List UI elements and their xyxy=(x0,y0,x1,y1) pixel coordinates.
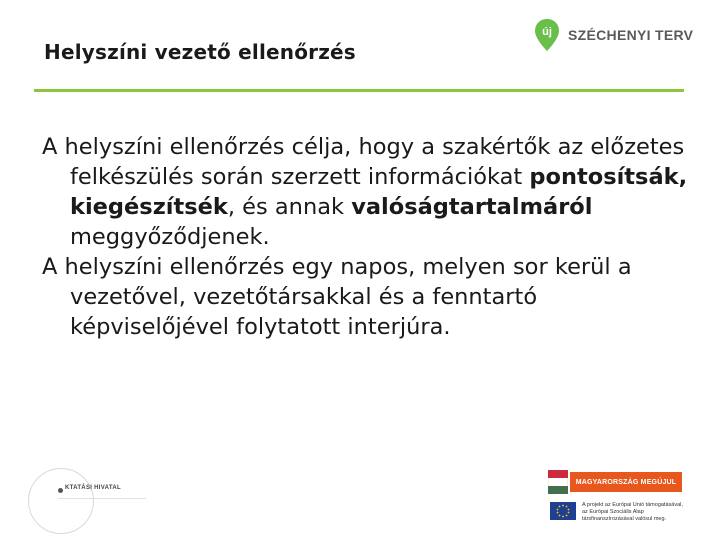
hungarian-flag-icon xyxy=(548,470,568,494)
body-text xyxy=(42,132,692,342)
paragraph-1 xyxy=(42,132,692,252)
p1-text-1: A helyszíni ellenőrzés célja, hogy a szakértők az előzetes felkészülés során szerzett információkat xyxy=(42,134,685,190)
page-title: Helyszíni vezető ellenőrzés xyxy=(44,40,356,64)
logo-badge-text: új xyxy=(542,26,552,38)
p1-text-2: , és annak xyxy=(227,194,352,220)
p1-text-3: meggyőződjenek. xyxy=(70,224,270,250)
title-divider xyxy=(34,89,684,92)
p1-bold-2: valóságtartalmáról xyxy=(351,194,593,220)
eu-funding-block xyxy=(548,470,688,526)
office-name: KTATÁSI HIVATAL xyxy=(65,485,121,491)
office-underline xyxy=(58,498,146,499)
p1-bold-1: pontosítsák, kiegészítsék xyxy=(70,164,688,220)
office-logo xyxy=(28,466,158,532)
magyarorszag-megujul-banner: MAGYARORSZÁG MEGÚJUL xyxy=(570,472,682,492)
eu-flag-icon xyxy=(550,502,576,520)
logo-text: SZÉCHENYI TERV xyxy=(568,27,694,43)
eu-line-3: társfinanszírozásával valósul meg. xyxy=(582,516,667,522)
eu-funding-text xyxy=(582,502,686,523)
office-logo-circle xyxy=(28,468,94,534)
office-dot-icon xyxy=(58,488,63,493)
eu-line-1: A projekt az Európai Unió támogatásával, xyxy=(582,502,683,508)
szechenyi-terv-logo xyxy=(534,18,693,52)
map-pin-logo-icon xyxy=(534,18,560,52)
paragraph-2: A helyszíni ellenőrzés egy napos, melyen sor kerül a vezetővel, vezetőtársakkal és a fenntartó képviselőjével folytatott interjúra. xyxy=(42,254,632,340)
eu-line-2: az Európai Szociális Alap xyxy=(582,509,644,515)
